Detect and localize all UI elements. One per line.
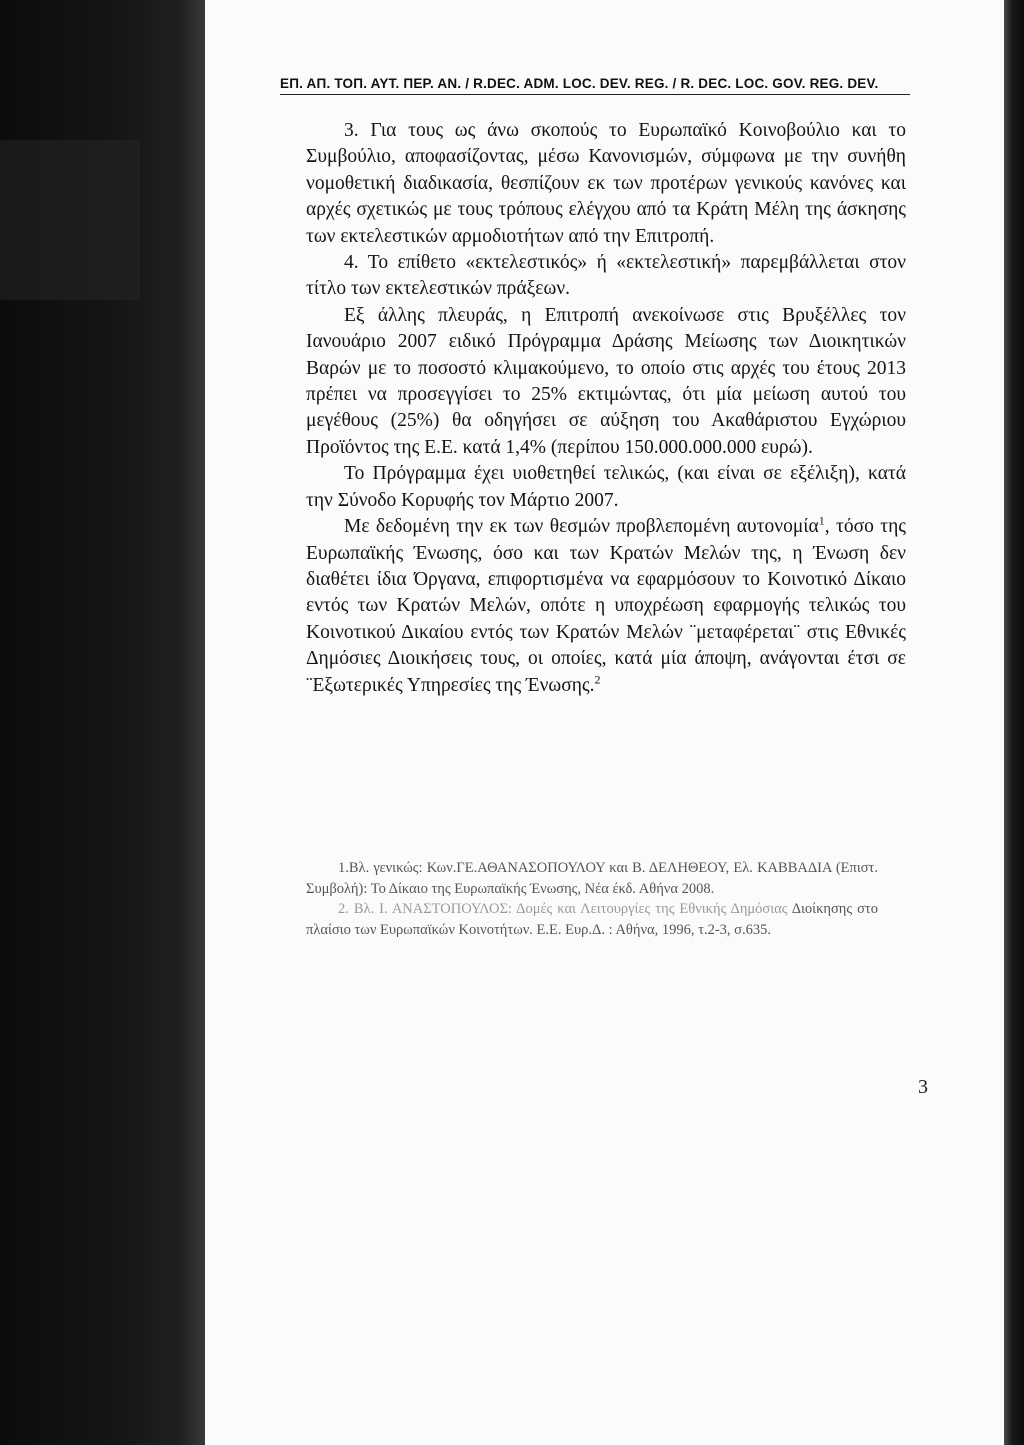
paragraph-article-3: 3. Για τους ως άνω σκοπούς το Ευρωπαϊκό Κοινοβούλιο και το Συμβούλιο, αποφασίζοντας, μέσω Κανονισμών, σύμφωνα με την συνήθη νομοθετική διαδικασία, θεσπίζουν εκ των προτέρων γενικούς κανόνες και αρχές σχετικώς με τους τρόπους ελέγχου από τα Κράτη Μέλη της άσκησης των εκτελεστικών αρμοδιοτήτων από την Επιτροπή. xyxy=(306,120,906,247)
page-number: 3 xyxy=(918,1076,928,1098)
paragraph-autonomy-rest: , τόσο της Ευρωπαϊκής Ένωσης, όσο και των Κρατών Μελών της, η Ένωση δεν διαθέτει ίδια Όργανα, επιφορτισμένα να εφαρμόσουν το Κοινοτικό Δίκαιο εντός των Κρατών Μελών, οπότε η υποχρέωση εφαρμογής τελικώς του Κοινοτικού Δικαίου εντός των Κρατών Μελών ¨μεταφέρεται¨ στις Εθνικές Δημόσιες Διοικήσεις τους, οι οποίες, κατά μία άποψη, ανάγονται έτσι σε ¨Εξωτερικές Υπηρεσίες της Ένωσης. xyxy=(306,516,906,696)
footnotes xyxy=(306,858,878,940)
running-header: ΕΠ. ΑΠ. ΤΟΠ. ΑΥΤ. ΠΕΡ. ΑΝ. / R.DEC. ADM. LOC. DEV. REG. / R. DEC. LOC. GOV. REG. DEV. xyxy=(280,76,910,95)
footnote-ref-2: 2 xyxy=(594,672,601,687)
paragraph-autonomy-start: Με δεδομένη την εκ των θεσμών προβλεπομένη αυτονομία xyxy=(344,516,819,538)
footnote-2-rest: Διοίκησης στο πλαίσιο των Ευρωπαϊκών Κοινοτήτων. Ε.Ε. Ευρ.Δ. : Αθήνα, 1996, τ.2-3, σ.635. xyxy=(306,901,878,938)
paragraph-action-programme: Εξ άλλης πλευράς, η Επιτροπή ανεκοίνωσε στις Βρυξέλλες τον Ιανουάριο 2007 ειδικό Πρόγραμμα Δράσης Μείωσης των Διοικητικών Βαρών με το ποσοστό κλιμακούμενο, το οποίο στις αρχές του έτους 2013 πρέπει να προσεγγίσει το 25% εκτιμώντας, ότι μία μείωση αυτού του μεγέθους (25%) θα οδηγήσει σε αύξηση του Ακαθάριστου Εγχώριου Προϊόντος της Ε.Ε. κατά 1,4% (περίπου 150.000.000.000 ευρώ). xyxy=(306,304,906,458)
footnote-2 xyxy=(306,899,878,940)
paragraph-article-4: 4. Το επίθετο «εκτελεστικός» ή «εκτελεστική» παρεμβάλλεται στον τίτλο των εκτελεστικών πράξεων. xyxy=(306,252,906,300)
footnote-1: 1.Βλ. γενικώς: Κων.ΓΕ.ΑΘΑΝΑΣΟΠΟΥΛΟΥ και Β. ΔΕΛΗΘΕΟΥ, Ελ. ΚΑΒΒΑΔΙΑ (Επιστ. Συμβολή): Το Δίκαιο της Ευρωπαϊκής Ένωσης, Νέα έκδ. Αθήνα 2008. xyxy=(306,860,878,897)
scanner-shadow xyxy=(0,140,140,300)
main-text xyxy=(306,118,906,699)
scanner-border-right xyxy=(1004,0,1024,1445)
paragraph-summit: Το Πρόγραμμα έχει υιοθετηθεί τελικώς, (και είναι σε εξέλιξη), κατά την Σύνοδο Κορυφής τον Μάρτιο 2007. xyxy=(306,463,906,511)
footnote-2-start: 2. Βλ. Ι. ΑΝΑΣΤΟΠΟΥΛΟΣ: Δομές και Λειτουργίες της Εθνικής Δημόσιας xyxy=(338,901,788,917)
paragraph-autonomy xyxy=(306,514,906,699)
footnote-ref-1: 1 xyxy=(818,513,825,528)
